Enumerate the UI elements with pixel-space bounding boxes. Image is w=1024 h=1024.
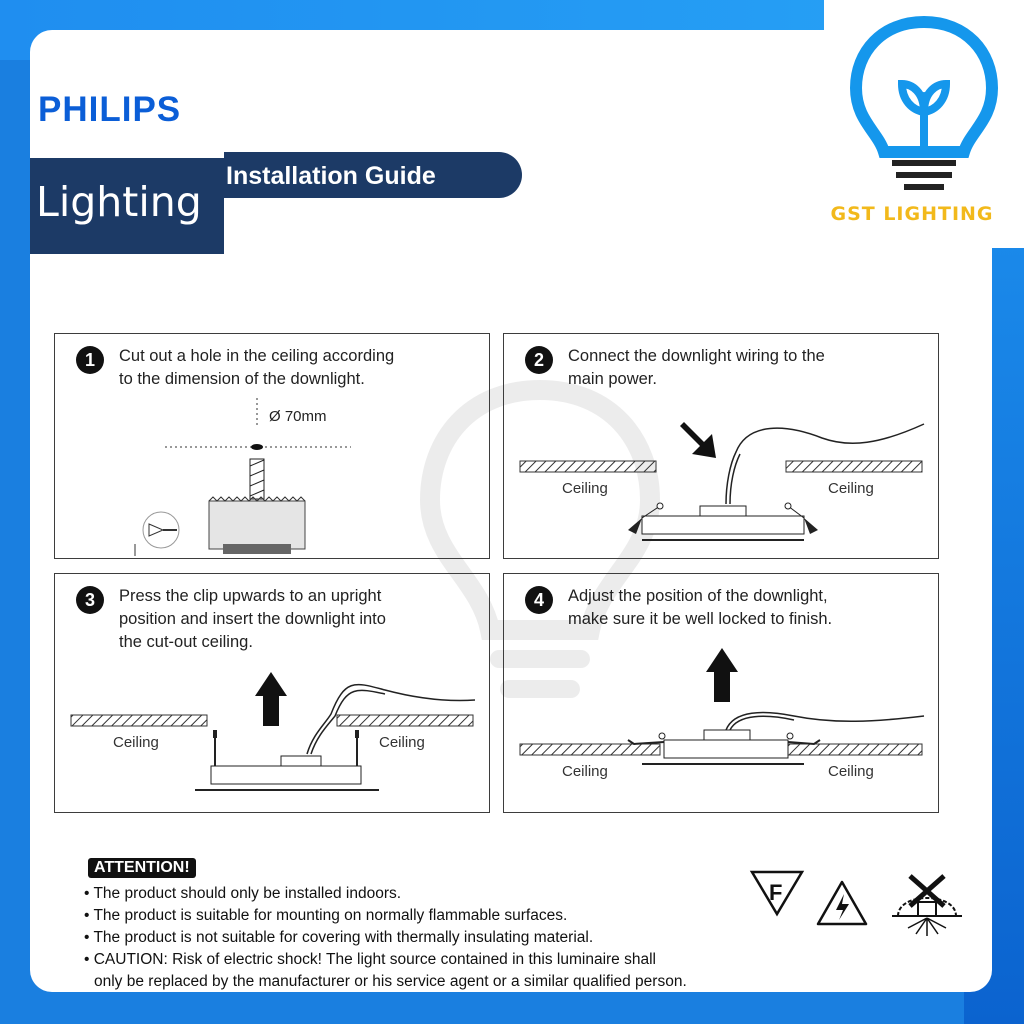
- step-panel-4: [503, 573, 939, 813]
- step-text-line: the cut-out ceiling.: [119, 633, 253, 651]
- ceiling-label: Ceiling: [379, 734, 425, 751]
- electric-shock-warning-icon: [818, 882, 866, 924]
- f-mark-letter: F: [769, 880, 783, 905]
- lock-drawing: [504, 574, 938, 812]
- note-item: • The product is suitable for mounting on normally flammable surfaces.: [84, 907, 568, 924]
- f-mark-icon: [752, 872, 802, 914]
- warning-icons: [746, 866, 976, 946]
- step-number-3: 3: [76, 586, 104, 614]
- step-text-line: position and insert the downlight into: [119, 610, 386, 628]
- insert-drawing: [55, 574, 489, 812]
- step-text-line: Press the clip upwards to an upright: [119, 587, 382, 605]
- step-text-line: Adjust the position of the downlight,: [568, 587, 828, 605]
- attention-notes: [84, 883, 687, 992]
- note-item: • The product should only be installed indoors.: [84, 885, 402, 902]
- dimension-label: Ø 70mm: [269, 408, 327, 425]
- lighting-box: [30, 158, 224, 254]
- ceiling-label: Ceiling: [828, 763, 874, 780]
- ceiling-label: Ceiling: [562, 480, 608, 497]
- ceiling-label: Ceiling: [113, 734, 159, 751]
- note-item: • CAUTION: Risk of electric shock! The light source contained in this luminaire shall: [84, 951, 656, 968]
- step-text-line: make sure it be well locked to finish.: [568, 610, 833, 628]
- step-text-line: main power.: [568, 370, 657, 388]
- note-item: only be replaced by the manufacturer or his service agent or a similar qualified person.: [94, 973, 687, 990]
- step-panel-2: [503, 333, 939, 559]
- guide-title-bar: [224, 152, 522, 198]
- philips-wordmark: PHILIPS: [38, 90, 182, 129]
- guide-title: Installation Guide: [226, 162, 436, 190]
- step-number-2: 2: [525, 346, 553, 374]
- step-panel-1: [54, 333, 490, 559]
- ceiling-label: Ceiling: [562, 763, 608, 780]
- no-insulation-cover-icon: [892, 876, 962, 936]
- step-number-1: 1: [76, 346, 104, 374]
- seller-name: GST LIGHTING: [830, 203, 994, 225]
- wiring-drawing: [504, 334, 938, 558]
- ceiling-label: Ceiling: [828, 480, 874, 497]
- attention-badge: ATTENTION!: [88, 858, 196, 878]
- step-text-line: Cut out a hole in the ceiling according: [119, 347, 395, 365]
- step-number-4: 4: [525, 586, 553, 614]
- step-panel-3: [54, 573, 490, 813]
- step-text-line: Connect the downlight wiring to the: [568, 347, 825, 365]
- note-item: • The product is not suitable for covering with thermally insulating material.: [84, 929, 594, 946]
- lighting-wordmark: Lighting: [36, 178, 202, 226]
- step-text-line: to the dimension of the downlight.: [119, 370, 365, 388]
- hole-saw-drawing: [55, 334, 489, 558]
- philips-lighting-logo: [30, 56, 224, 228]
